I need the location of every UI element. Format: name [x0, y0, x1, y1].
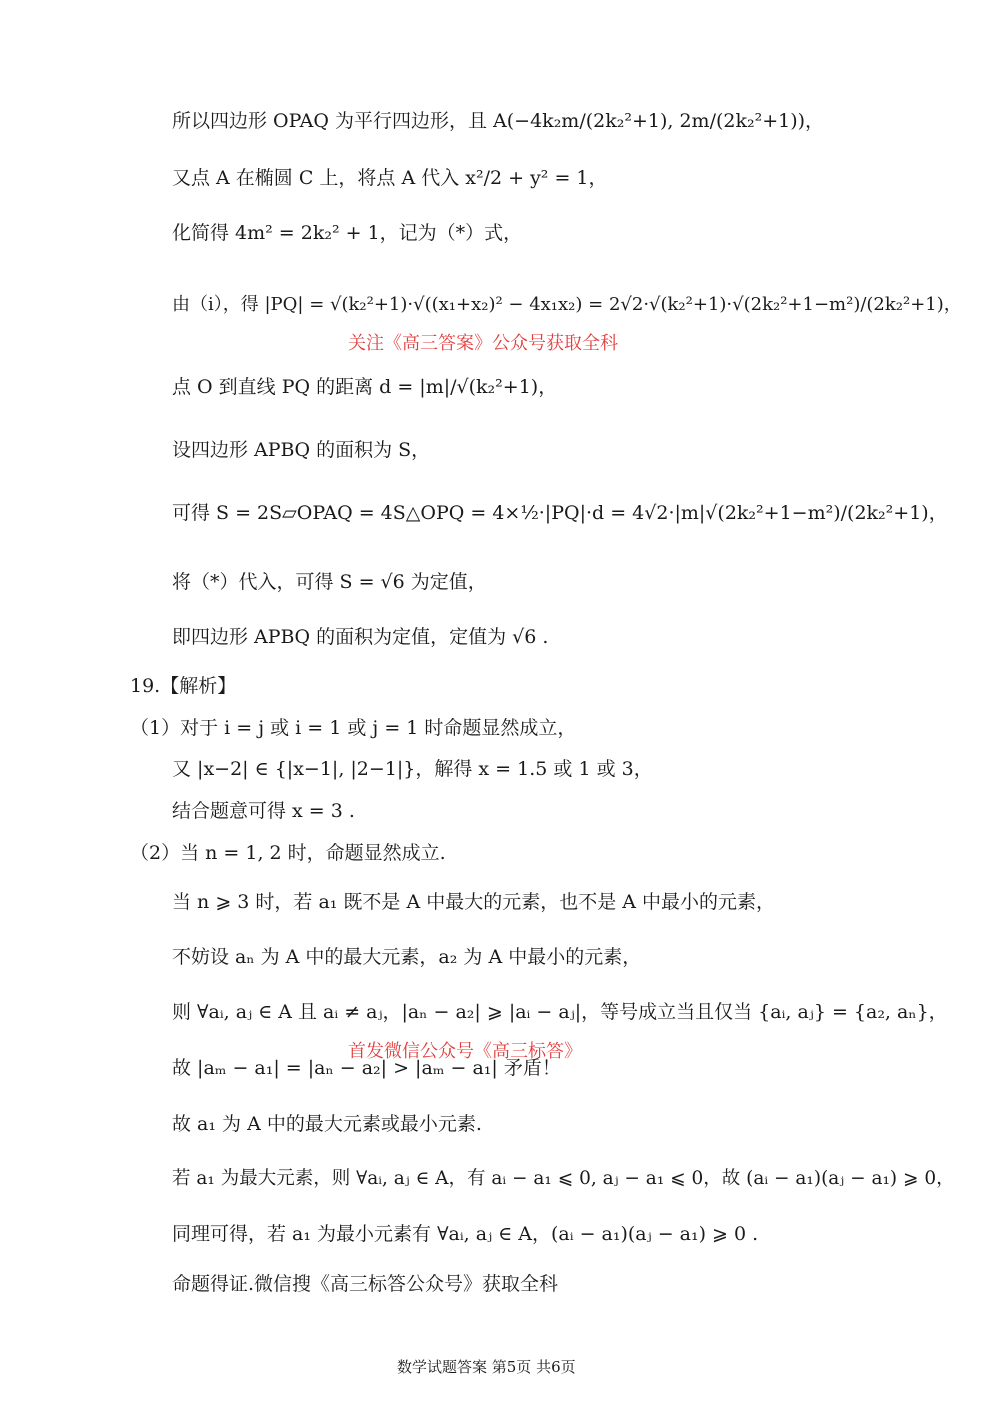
page-footer: 数学试题答案 第5页 共6页 — [397, 1358, 576, 1376]
line-19: 故 a₁ 为 A 中的最大元素或最小元素. — [172, 1113, 482, 1135]
line-6: 设四边形 APBQ 的面积为 S， — [172, 439, 431, 461]
line-8: 将（*）代入，可得 S = √6 为定值， — [172, 571, 487, 593]
line-2: 又点 A 在椭圆 C 上，将点 A 代入 x²/2 + y² = 1， — [172, 167, 608, 189]
line-4: 由（i），得 |PQ| = √(k₂²+1)·√((x₁+x₂)² − 4x₁x₂) = 2√2·√(k₂²+1)·√(2k₂²+1−m²)/(2k₂²+1)， — [172, 294, 962, 315]
line-20: 若 a₁ 为最大元素，则 ∀aᵢ, aⱼ ∈ A，有 aᵢ − a₁ ⩽ 0, aⱼ − a₁ ⩽ 0，故 (aᵢ − a₁)(aⱼ − a₁) ⩾ 0， — [172, 1168, 955, 1189]
line-12: 又 |x−2| ∈ {|x−1|, |2−1|}，解得 x = 1.5 或 1 或 3， — [172, 758, 653, 780]
watermark-1: 关注《高三答案》公众号获取全科 — [348, 333, 618, 354]
line-18: 故 |aₘ − a₁| = |aₙ − a₂| > |aₘ − a₁| 矛盾！ — [172, 1057, 561, 1079]
line-16: 不妨设 aₙ 为 A 中的最大元素，a₂ 为 A 中最小的元素， — [172, 946, 642, 968]
line-22: 命题得证.微信搜《高三标答公众号》获取全科 — [172, 1273, 559, 1295]
line-11: （1）对于 i = j 或 i = 1 或 j = 1 时命题显然成立， — [130, 717, 577, 739]
line-15: 当 n ⩾ 3 时，若 a₁ 既不是 A 中最大的元素，也不是 A 中最小的元素， — [172, 891, 776, 913]
line-13: 结合题意可得 x = 3 . — [172, 800, 355, 822]
line-14: （2）当 n = 1, 2 时，命题显然成立. — [130, 842, 446, 864]
line-3: 化简得 4m² = 2k₂² + 1，记为（*）式， — [172, 222, 523, 244]
line-5: 点 O 到直线 PQ 的距离 d = |m|/√(k₂²+1)， — [172, 376, 558, 398]
watermark-2: 首发微信公众号《高三标答》 — [348, 1041, 582, 1062]
line-9: 即四边形 APBQ 的面积为定值，定值为 √6 . — [172, 626, 549, 648]
line-1: 所以四边形 OPAQ 为平行四边形，且 A(−4k₂m/(2k₂²+1), 2m/(2k₂²+1))， — [172, 110, 825, 132]
line-21: 同理可得，若 a₁ 为最小元素有 ∀aᵢ, aⱼ ∈ A，(aᵢ − a₁)(aⱼ − a₁) ⩾ 0 . — [172, 1223, 759, 1245]
line-17: 则 ∀aᵢ, aⱼ ∈ A 且 aᵢ ≠ aⱼ，|aₙ − a₂| ⩾ |aᵢ − aⱼ|，等号成立当且仅当 {aᵢ, aⱼ} = {a₂, aₙ}， — [172, 1001, 948, 1023]
line-7: 可得 S = 2S▱OPAQ = 4S△OPQ = 4×½·|PQ|·d = 4√2·|m|√(2k₂²+1−m²)/(2k₂²+1)， — [172, 502, 948, 524]
section-heading-19: 19.【解析】 — [130, 675, 237, 697]
